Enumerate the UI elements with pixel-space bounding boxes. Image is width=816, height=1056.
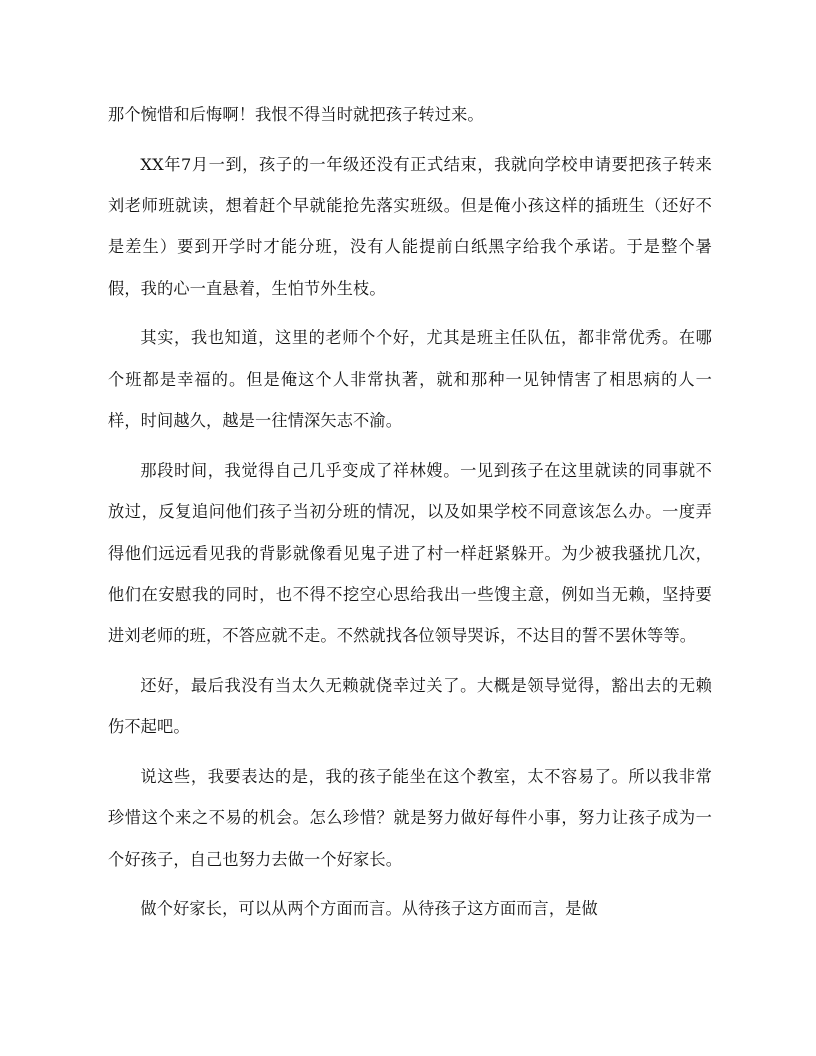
paragraph-6: 说这些，我要表达的是，我的孩子能坐在这个教室，太不容易了。所以我非常珍惜这个来之不易的机会。怎么珍惜？就是努力做好每件小事，努力让孩子成为一个好孩子，自己也努力去做一个好家长。 — [108, 767, 712, 869]
paragraph-5: 还好，最后我没有当太久无赖就侥幸过关了。大概是领导觉得，豁出去的无赖伤不起吧。 — [108, 676, 712, 737]
paragraph-1: 那个惋惜和后悔啊！我恨不得当时就把孩子转过来。 — [108, 105, 484, 124]
document-page — [108, 94, 712, 938]
paragraph-3: 其实，我也知道，这里的老师个个好，尤其是班主任队伍，都非常优秀。在哪个班都是幸福的。但是俺这个人非常执著，就和那种一见钟情害了相思病的人一样，时间越久，越是一往情深矢志不渝。 — [108, 328, 712, 431]
paragraph-7: 做个好家长，可以从两个方面而言。从待孩子这方面而言，是做 — [140, 899, 598, 919]
paragraph-2: XX年7月一到，孩子的一年级还没有正式结束，我就向学校申请要把孩子转来刘老师班就读，想着赶个早就能抢先落实班级。但是俺小孩这样的插班生（还好不是差生）要到开学时才能分班，没有人能提前白纸黑字给我个承诺。于是整个暑假，我的心一直悬着，生怕节外生枝。 — [108, 154, 712, 298]
paragraph-4: 那段时间，我觉得自己几乎变成了祥林嫂。一见到孩子在这里就读的同事就不放过，反复追问他们孩子当初分班的情况，以及如果学校不同意该怎么办。一度弄得他们远远看见我的背影就像看见鬼子进了村一样赶紧躲开。为少被我骚扰几次，他们在安慰我的同时，也不得不挖空心思给我出一些馊主意，例如当无赖，坚持要进刘老师的班，不答应就不走。不然就找各位领导哭诉，不达目的誓不罢休等等。 — [108, 460, 712, 646]
